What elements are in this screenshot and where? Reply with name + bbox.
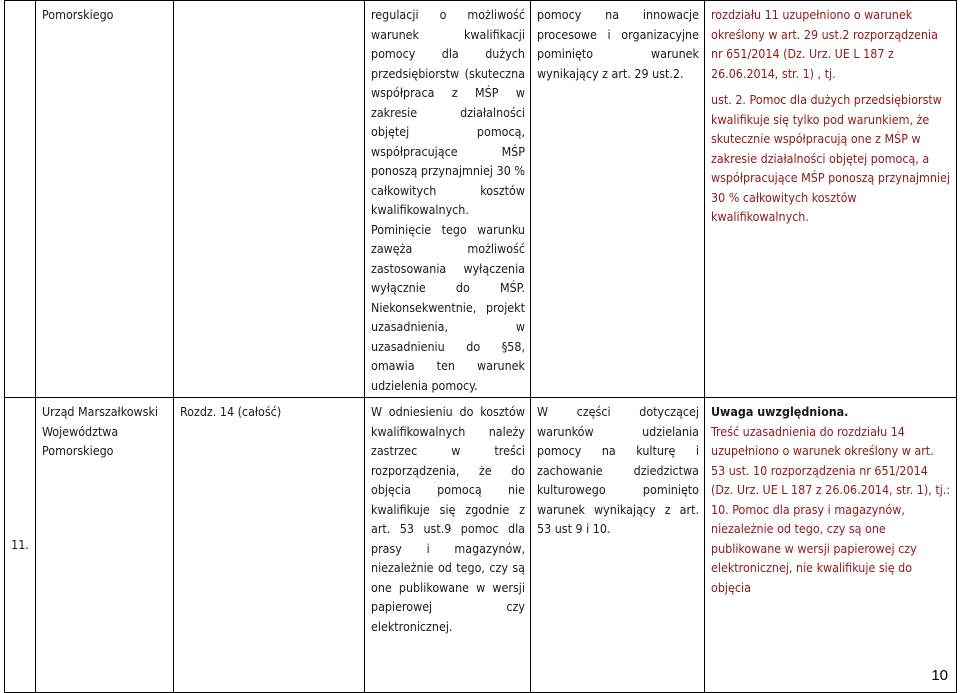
page-number: 10	[931, 667, 948, 684]
remark-cell: W odniesieniu do kosztów kwalifikowalnych należy zastrzec w treści rozporządzenia, że do objęcia pomocą nie kwalifikuje się zgodnie z art. 53 ust.9 pomoc dla prasy i magazynów, niezależnie od tego, czy są one publikowane w wersji papierowej czy elektronicznej.	[365, 398, 531, 693]
row-number-cell	[5, 1, 36, 398]
remark-cell: regulacji o możliwość warunek kwalifikacji pomocy dla dużych przedsiębiorstw (skuteczna współpraca z MŚP w zakresie działalności objętej pomocą, współpracujące MŚP ponoszą przynajmniej 30 % całkowitych kosztów kwalifikowalnych. Pominięcie tego warunku zawęża możliwość zastosowania wyłączenia wyłącznie do MŚP. Niekonsekwentnie, projekt uzasadnienia, w uzasadnieniu do §58, omawia ten warunek udzielenia pomocy.	[365, 1, 531, 398]
table-row	[5, 398, 957, 693]
scope-cell	[174, 1, 365, 398]
response-text: Treść uzasadnienia do rozdziału 14 uzupełniono o warunek określony w art. 53 ust. 10 rozporządzenia nr 651/2014 (Dz. Urz. UE L 187 z 26.06.2014, str. 1), tj.: 10. Pomoc dla prasy i magazynów, niezależnie od tego, czy są one publikowane w wersji papierowej czy elektronicznej, nie kwalifikuje się do objęcia	[711, 423, 951, 595]
response-quote: ust. 2. Pomoc dla dużych przedsiębiorstw kwalifikuje się tylko pod warunkiem, że skutecznie współpracują one z MŚP w zakresie działalności objętej pomocą, a współpracujące MŚP ponoszą przynajmniej 30 % całkowitych kosztów kwalifikowalnych.	[711, 92, 950, 224]
table-row	[5, 1, 957, 398]
proposal-cell: W części dotyczącej warunków udzielania pomocy na kulturę i zachowanie dziedzictwa kulturowego pominięto warunek wynikający z art. 53 ust 9 i 10.	[531, 398, 705, 693]
response-text: rozdziału 11 uzupełniono o warunek określony w art. 29 ust.2 rozporządzenia nr 651/2014 (Dz. Urz. UE L 187 z 26.06.2014, str. 1) , tj.	[711, 7, 938, 81]
response-cell	[705, 1, 957, 398]
institution-cell: Urząd Marszałkowski Województwa Pomorskiego	[36, 398, 174, 693]
response-header: Uwaga uwzględniona.	[711, 404, 849, 419]
response-cell	[705, 398, 957, 693]
institution-cell: Pomorskiego	[36, 1, 174, 398]
scope-cell: Rozdz. 14 (całość)	[174, 398, 365, 693]
proposal-cell: pomocy na innowacje procesowe i organizacyjne pominięto warunek wynikający z art. 29 ust.2.	[531, 1, 705, 398]
comments-table	[4, 0, 957, 693]
row-number-cell: 11.	[5, 398, 36, 693]
